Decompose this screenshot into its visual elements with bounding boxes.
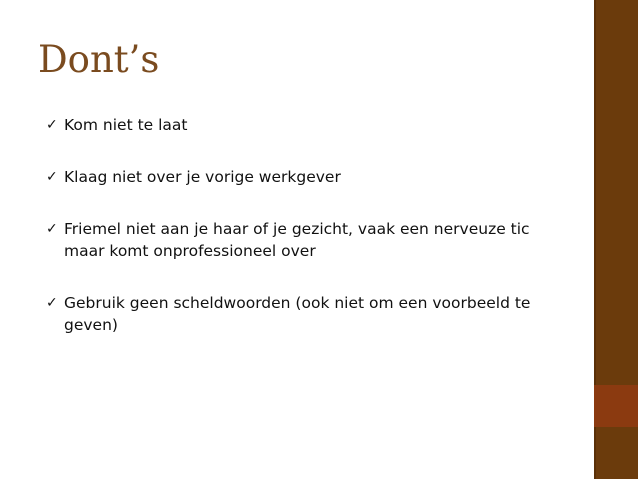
sidebar-decoration [594,0,638,479]
checkmark-icon: ✓ [46,117,58,133]
list-item [46,166,566,188]
sidebar-accent-block [594,385,638,427]
list-item [46,218,566,262]
bullet-text: Friemel niet aan je haar of je gezicht, vaak een nerveuze tic maar komt onprofessioneel over [64,220,530,260]
bullet-text: Gebruik geen scheldwoorden (ook niet om een voorbeeld te geven) [64,294,531,334]
list-item [46,292,566,336]
bullet-text: Klaag niet over je vorige werkgever [64,168,341,186]
checkmark-icon: ✓ [46,169,58,185]
checkmark-icon: ✓ [46,295,58,311]
checkmark-icon: ✓ [46,221,58,237]
bullet-text: Kom niet te laat [64,116,188,134]
slide-title: Dont’s [38,38,160,81]
list-item [46,114,566,136]
bullet-list [46,114,566,366]
